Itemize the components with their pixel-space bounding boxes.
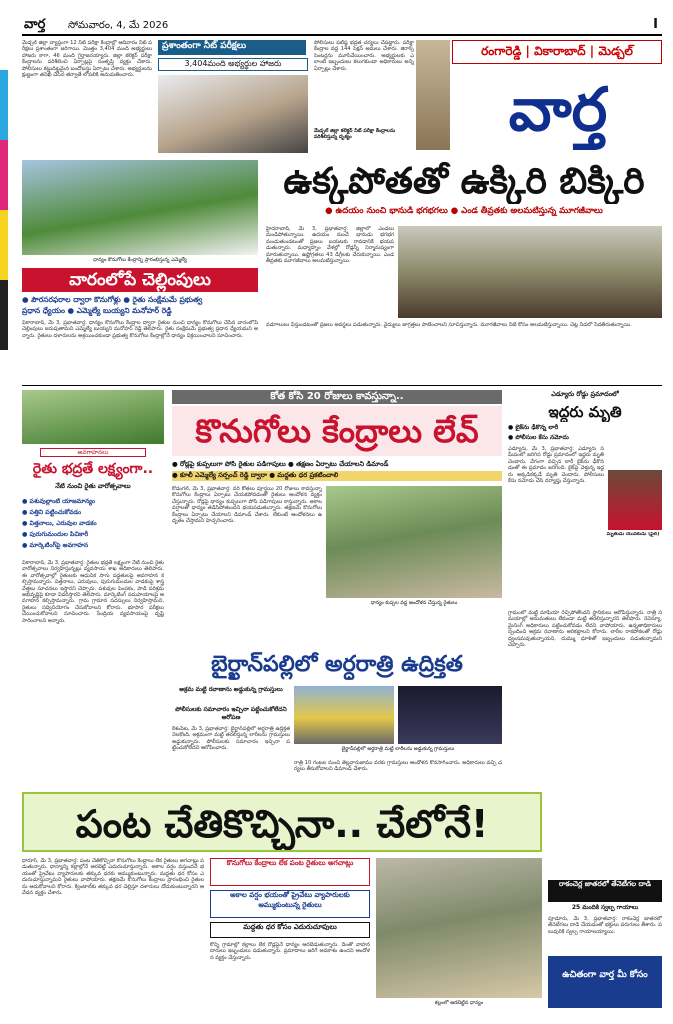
kotha-photo <box>326 486 502 598</box>
kotha-article: కొడంగల్, మే 3, ప్రభాతవార్త: వరి కోతలు పూర్తయి 20 రోజులు కావస్తున్నా కొనుగోలు కేంద్రాలు ఏర్పాటు చేయకపోవడంతో రైతులు ఆందోళన వ్యక్తం చేస్తున్నారు. రోడ్లపై ధాన్యం కుప్పలుగా పోసి పడిగాపులు కాస్తున్నారు. అకాల వర్షాలతో ధాన్యం తడిసిపోతుందని భయపడుతున్నారు. తక్షణమే కొనుగోలు కేంద్రాలు ఏర్పాటు చేయాలని డిమాండ్ చేశారు. లేకుంటే ఆందోళనలు ఉధృతం చేస్తామని హెచ్చరించారు. <box>172 486 322 525</box>
raithu-headline: రైతు భద్రతే లక్ష్యంగా.. <box>32 461 154 477</box>
paper-name: వార్త <box>24 17 46 32</box>
raithu-bullet: ● విత్తనాలు, ఎరువుల వాడకం <box>22 520 97 527</box>
page-number: I <box>653 17 658 32</box>
rakamcherla-headline: రాకంచెర్ల జాతరలో తేనెటీగల దాడి <box>548 880 662 902</box>
panta-box-3: మద్దతు ధర కోసం ఎదురుచూపులు <box>210 922 370 938</box>
iddaru-caption: మృతుడు యువకుడు (ఫైల్) <box>606 532 660 537</box>
varam-photo <box>22 160 258 255</box>
iddaru-subhead-2: ● పోలీసుల కేసు నమోదు <box>508 434 569 441</box>
varam-subhead-1: ● పౌరసరఫరాల ద్వారా కొనుగోళ్లు ● రైతు సంక్షేమమే ప్రభుత్వ <box>22 295 203 304</box>
iddaru-subhead-1: ● బైక్‌ను ఢీకొన్న లారీ <box>508 424 559 431</box>
panta-photo <box>376 858 542 998</box>
panta-headline: పంట చేతికొచ్చినా.. చేలోనే! <box>22 792 542 852</box>
lead-photo <box>398 226 662 318</box>
promo-box: ఉచితంగా వార్త మీ కోసం <box>548 956 662 1008</box>
right-column-article: గ్రామంలో మట్టి మాఫియా రెచ్చిపోతోందని స్థానికులు ఆరోపిస్తున్నారు. రాత్రి సమయాల్లో అనుమతులు లేకుండా మట్టి తరలిస్తున్నారని తెలిపారు. రెవెన్యూ, మైనింగ్ అధికారులు పట్టించుకోవడం లేదని వాపోయారు. ఉన్నతాధికారులు స్పందించి అక్రమ రవాణాను అరికట్టాలని కోరారు. లారీల రాకపోకలతో రోడ్లు ధ్వంసమవుతున్నాయని, దుమ్ము ధూళితో ఇబ్బందులు పడుతున్నామని చెప్పారు. <box>508 610 662 649</box>
bairkhan-side-1: అక్రమ మట్టి రవాణాను అడ్డుకున్న గ్రామస్తులు <box>179 686 283 693</box>
varam-headline: వారంలోపే చెల్లింపులు <box>22 268 258 292</box>
bairkhan-headline: బైర్ఖాన్‌పల్లిలో అర్ధరాత్రి ఉద్రిక్తత <box>211 652 463 677</box>
neet-photo <box>158 75 308 153</box>
neet-caption: మేడ్చల్ జిల్లా కలెక్టర్ నీట్ పరీక్షా కేంద్రాలను పరిశీలిస్తున్న దృశ్యం <box>314 128 396 140</box>
iddaru-article: ఎడ్యూరు, మే 3, ప్రభాతవార్త: ఎడ్యూరు సమీపంలో జరిగిన రోడ్డు ప్రమాదంలో ఇద్దరు మృతి చెందారు. వేగంగా వచ్చిన లారీ బైక్‌ను ఢీకొనడంతో ఈ ప్రమాదం జరిగింది. బైక్‌పై వెళ్తున్న ఇద్దరు అక్కడికక్కడే మృతి చెందారు. పోలీసులు కేసు నమోదు చేసి దర్యాప్తు చేస్తున్నారు. <box>508 446 604 485</box>
rakamcherla-article: పూడూరు, మే 3, ప్రభాతవార్త: రాకంచెర్ల జాతరలో తేనెటీగలు దాడి చేయడంతో భక్తులు పరుగులు తీశారు. పలువురికి స్వల్ప గాయాలయ్యాయి. <box>548 916 662 935</box>
neet-article: పోలీసులు పటిష్ఠ భద్రత చర్యలు చేపట్టారు. పరీక్షా కేంద్రాల వద్ద 144 సెక్షన్ అమలు చేశారు. జిరాక్స్ సెంటర్లను మూసివేయించారు. అభ్యర్థులకు ఎలాంటి ఇబ్బందులు కలుగకుండా అధికారులు అన్ని ఏర్పాట్లు చేశారు. <box>314 40 414 72</box>
kotha-caption: ధాన్యం కుప్పల వద్ద ఆందోళన చేస్తున్న రైతులు <box>370 600 458 606</box>
raithu-subhead: నేటి నుంచి రైతు వారోత్సవాలు <box>55 482 131 490</box>
raithu-bullet: ● పురుగుమందుల పిచికారీ <box>22 531 89 538</box>
raithu-bullet-list <box>22 496 164 556</box>
kotha-headline: కొనుగోలు కేంద్రాలు లేవ్ <box>172 406 502 456</box>
issue-date: సోమవారం, 4, మే 2026 <box>68 20 169 31</box>
iddaru-label: ఎడ్యూరు రోడ్డు ప్రమాదంలో <box>551 390 619 398</box>
vaartha-logo: వార్త <box>508 75 608 145</box>
raithu-bullet: ● మార్కెటింగ్‌పై అవగాహన <box>22 542 89 549</box>
temple-photo <box>416 40 450 150</box>
print-mark-black <box>0 280 8 350</box>
varam-subhead-2: ప్రధాన ధ్యేయం ● ఎమ్మెల్యే బుయ్యని మనోహర్ రెడ్డి <box>22 306 172 315</box>
lead-subhead: ● ఉదయం నుంచి భానుడి భగభగలు ● ఎండ తీవ్రతకు అలమటిస్తున్న మూగజీవాలు <box>325 206 603 216</box>
raithu-article: వికారాబాద్, మే 3, ప్రభాతవార్త: రైతుల భద్రతే లక్ష్యంగా నేటి నుంచి రైతు వారోత్సవాలు నిర్వహిస్తున్నట్లు వ్యవసాయ శాఖ అధికారులు తెలిపారు. ఈ వారోత్సవాల్లో రైతులకు ఆధునిక సాగు పద్ధతులపై అవగాహన కల్పిస్తామన్నారు. విత్తనాలు, ఎరువులు, పురుగుమందుల వాడకంపై శాస్త్రవేత్తలు సూచనలు ఇస్తారని చెప్పారు. పశువుల పెంపకం, పాడి పరిశ్రమ అభివృద్ధిపై కూడా వివరిస్తారని తెలిపారు. మార్కెటింగ్ సదుపాయాలపై అవగాహన కల్పిస్తామన్నారు. గ్రామ గ్రామాన సదస్సులు నిర్వహిస్తామని, రైతులు సద్వినియోగం చేసుకోవాలని కోరారు. భూసార పరీక్షలు చేయించుకోవాలని సూచించారు. సేంద్రియ వ్యవసాయంపై దృష్టి సారించాలని అన్నారు. <box>22 560 164 624</box>
district-bar: రంగారెడ్డి | వికారాబాద్ | మెడ్చల్ <box>452 40 662 64</box>
kotha-subhead-2: ● కూలీ ఎమ్మెల్యే సర్పంచ్ రెడ్డి ద్వారా ● మద్దతు ధర ప్రకటించాలి <box>172 471 502 481</box>
panta-box-2: అకాల వర్షం భయంతో ప్రైవేటు వ్యాపారులకు అమ్ముకుంటున్న రైతులు <box>210 890 370 918</box>
neet-banner: ప్రశాంతంగా నీట్ పరీక్షలు <box>158 40 306 55</box>
print-mark-yellow <box>0 210 8 280</box>
panta-box-1: కొనుగోలు కేంద్రాలు లేక పంట రైతులు అగచాట్లు <box>210 858 370 886</box>
lead-article-left: హైదరాబాద్, మే 3, ప్రభాతవార్త: జిల్లాలో ఎండలు మండిపోతున్నాయి. ఉదయం నుంచే భానుడు భగభగ మండుతుండటంతో ప్రజలు బయటకు రావడానికి భయపడుతున్నారు. మధ్యాహ్నం వేళల్లో రోడ్లన్నీ నిర్మానుష్యంగా మారుతున్నాయి. ఉష్ణోగ్రతలు 43 డిగ్రీలకు చేరుకున్నాయి. ఎండ తీవ్రతకు మూగజీవాలు అలమటిస్తున్నాయి. <box>266 226 394 265</box>
iddaru-headline: ఇద్దరు మృతి <box>548 403 622 421</box>
rakamcherla-subhead: 25 మందికి స్వల్ప గాయాలు <box>571 904 639 911</box>
raithu-photo <box>22 390 164 444</box>
bairkhan-photo <box>294 686 394 744</box>
bairkhan-photo-2 <box>398 686 502 744</box>
panta-article-2: కొన్ని గ్రామాల్లో కల్లాలు లేక రోడ్లపైనే ధాన్యం ఆరబెడుతున్నారు. దీంతో వాహనదారులు ఇబ్బందులు పడుతున్నారు. ప్రమాదాలు జరిగే అవకాశం ఉందని ఆందోళన వ్యక్తం చేస్తున్నారు. <box>210 942 370 961</box>
bairkhan-caption: బైర్ఖాన్‌పల్లిలో అర్ధరాత్రి మట్టి లారీలను అడ్డుకున్న గ్రామస్తులు <box>341 746 455 752</box>
kotha-kicker: కోత కోసి 20 రోజులు కావస్తున్నా.. <box>172 390 502 404</box>
varam-photo-caption: ధాన్యం కొనుగోలు కేంద్రాన్ని ప్రారంభిస్తున్న ఎమ్మెల్యే <box>93 257 187 263</box>
neet-subhead: 3,404మంది అభ్యర్థుల హాజరు <box>158 58 308 71</box>
raithu-bullet: ● పత్తిని పట్టించుకోవడం <box>22 509 82 516</box>
lead-article-bottom: వడగాలులు వీస్తుండటంతో ప్రజలు అవస్థలు పడుతున్నారు. వైద్యులు జాగ్రత్తలు పాటించాలని సూచిస్తున్నారు. మూగజీవాలు నీటి కోసం అలమటిస్తున్నాయి. చెట్ల నీడలో సేదతీరుతున్నాయి. <box>266 322 632 328</box>
masthead-strip <box>22 16 662 36</box>
kotha-subhead-1: ● రోడ్లపై కుప్పలుగా పోసి రైతుల పడిగాపులు ● తక్షణం ఏర్పాటు చేయాలని డిమాండ్ <box>172 460 389 468</box>
section-divider-1 <box>22 385 662 386</box>
bairkhan-side-2: పోలీసులకు సమాచారం ఇచ్చినా పట్టించుకోలేదని ఆరోపణ <box>175 706 287 721</box>
bairkhan-article-2: రాత్రి 10 గంటల నుంచి తెల్లవారుజాము వరకు గ్రామస్తులు ఆందోళన కొనసాగించారు. అధికారులు వచ్చి చర్యలు తీసుకోవాలని డిమాండ్ చేశారు. <box>294 760 502 773</box>
top-left-article: మేడ్చల్ జిల్లా వ్యాప్తంగా 12 నీట్ పరీక్షా కేంద్రాల్లో ఆదివారం నీట్ పరీక్షలు ప్రశాంతంగా జరిగాయి. మొత్తం 3,404 మంది అభ్యర్థులు హాజరు కాగా, 46 మంది గైర్హాజరయ్యారు. జిల్లా కలెక్టర్ పరీక్షా కేంద్రాలను పరిశీలించి ఏర్పాట్లపై సంతృప్తి వ్యక్తం చేశారు. పోలీసులు కట్టుదిట్టమైన బందోబస్తు ఏర్పాటు చేశారు. అభ్యర్థులను క్షుణ్ణంగా తనిఖీ చేసిన తర్వాతే లోపలికి అనుమతించారు. <box>22 40 152 79</box>
iddaru-photo <box>608 470 662 530</box>
print-mark-cyan <box>0 70 8 140</box>
panta-article: ధారూర్, మే 3, ప్రభాతవార్త: పంట చేతికొచ్చినా కొనుగోలు కేంద్రాలు లేక రైతులు అగచాట్లు పడుతున్నారు. ధాన్యాన్ని కల్లాల్లోనే ఆరబెట్టి ఎదురుచూస్తున్నారు. అకాల వర్షం వస్తుందనే భయంతో ప్రైవేటు వ్యాపారులకు తక్కువ ధరకు అమ్ముకుంటున్నారు. మద్దతు ధర కోసం ఎదురుచూస్తున్నామని రైతులు వాపోయారు. తక్షణమే కొనుగోలు కేంద్రాలు ప్రారంభించి రైతులను ఆదుకోవాలని కోరారు. క్వింటాల్‌కు తక్కువ ధర చెల్లిస్తూ దళారులు దోచుకుంటున్నారని ఆవేదన వ్యక్తం చేశారు. <box>22 858 204 897</box>
varam-article: వికారాబాద్, మే 3, ప్రభాతవార్త: ధాన్యం కొనుగోలు కేంద్రాల ద్వారా రైతుల నుంచి ధాన్యం కొనుగోలు చేసిన వారంలోపే చెల్లింపులు జరుపుతామని ఎమ్మెల్యే బుయ్యని మనోహర్ రెడ్డి తెలిపారు. రైతు సంక్షేమమే ప్రభుత్వ ప్రధాన ధ్యేయమని అన్నారు. రైతులు దళారులను ఆశ్రయించకుండా ప్రభుత్వ కొనుగోలు కేంద్రాల్లోనే ధాన్యం విక్రయించాలని సూచించారు. <box>22 320 258 339</box>
raithu-top-label: అవగాహనలు <box>40 448 146 457</box>
lead-headline: ఉక్కపోతతో ఉక్కిరి బిక్కిరి <box>283 161 645 202</box>
raithu-bullet: ● పశువుల్లాంటి యాజమాన్యం <box>22 498 96 505</box>
print-mark-magenta <box>0 140 8 210</box>
panta-caption: కల్లంలో ఆరబెట్టిన ధాన్యం <box>434 1000 484 1006</box>
bairkhan-article: కేశంపేట, మే 3, ప్రభాతవార్త: బైర్ఖాన్‌పల్లిలో అర్ధరాత్రి ఉద్రిక్తత నెలకొంది. అక్రమంగా మట్టి తరలిస్తున్న లారీలను గ్రామస్తులు అడ్డుకున్నారు. పోలీసులకు సమాచారం ఇచ్చినా పట్టించుకోలేదని ఆరోపించారు. <box>172 726 290 752</box>
